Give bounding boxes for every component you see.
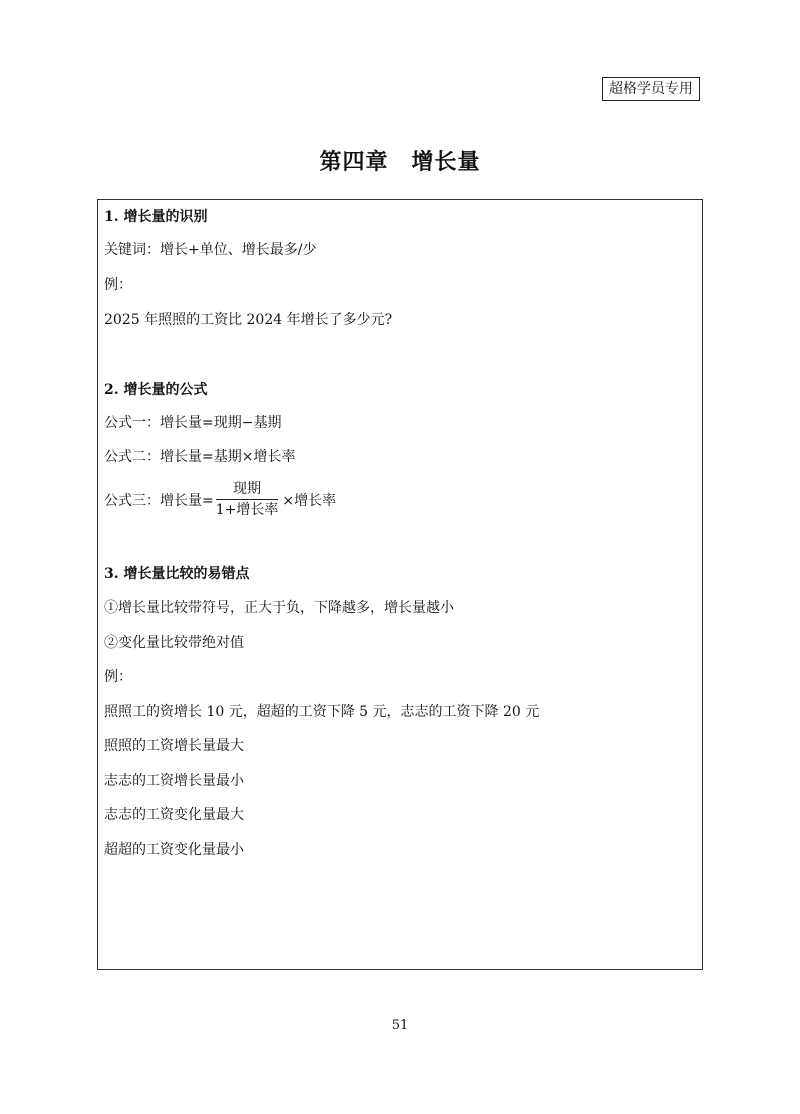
section-1-example-label: 例： <box>104 277 132 293</box>
section-3-result-4: 超超的工资变化量最小 <box>104 842 244 858</box>
formula-3-fraction <box>216 480 279 519</box>
students-only-badge: 超格学员专用 <box>602 77 700 101</box>
formula-3 <box>104 480 336 519</box>
formula-2: 公式二：增长量=基期×增长率 <box>104 449 296 465</box>
section-3-result-1: 照照的工资增长量最大 <box>104 738 244 754</box>
formula-3-numerator: 现期 <box>216 480 279 500</box>
section-3-result-3: 志志的工资变化量最大 <box>104 807 244 823</box>
section-3-point-2: ②变化量比较带绝对值 <box>104 635 244 651</box>
chapter-title: 第四章 增长量 <box>319 149 481 175</box>
section-3-point-1: ①增长量比较带符号，正大于负，下降越多，增长量越小 <box>104 600 454 616</box>
formula-3-prefix: 公式三：增长量= <box>104 492 214 509</box>
section-1-example: 2025 年照照的工资比 2024 年增长了多少元? <box>104 312 393 328</box>
formula-3-denominator: 1+增长率 <box>215 502 279 518</box>
formula-1: 公式一：增长量=现期−基期 <box>104 415 282 431</box>
section-3-result-2: 志志的工资增长量最小 <box>104 773 244 789</box>
section-3-example: 照照工的资增长 10 元，超超的工资下降 5 元，志志的工资下降 20 元 <box>104 704 540 720</box>
formula-3-suffix: ×增长率 <box>282 492 337 509</box>
section-1-keywords: 关键词：增长+单位、增长最多/少 <box>104 242 317 258</box>
page-number: 51 <box>391 1018 409 1033</box>
section-3-heading: 3. 增长量比较的易错点 <box>104 566 250 582</box>
section-3-example-label: 例： <box>104 669 132 685</box>
section-1-heading: 1. 增长量的识别 <box>104 209 208 225</box>
section-2-heading: 2. 增长量的公式 <box>104 382 208 398</box>
